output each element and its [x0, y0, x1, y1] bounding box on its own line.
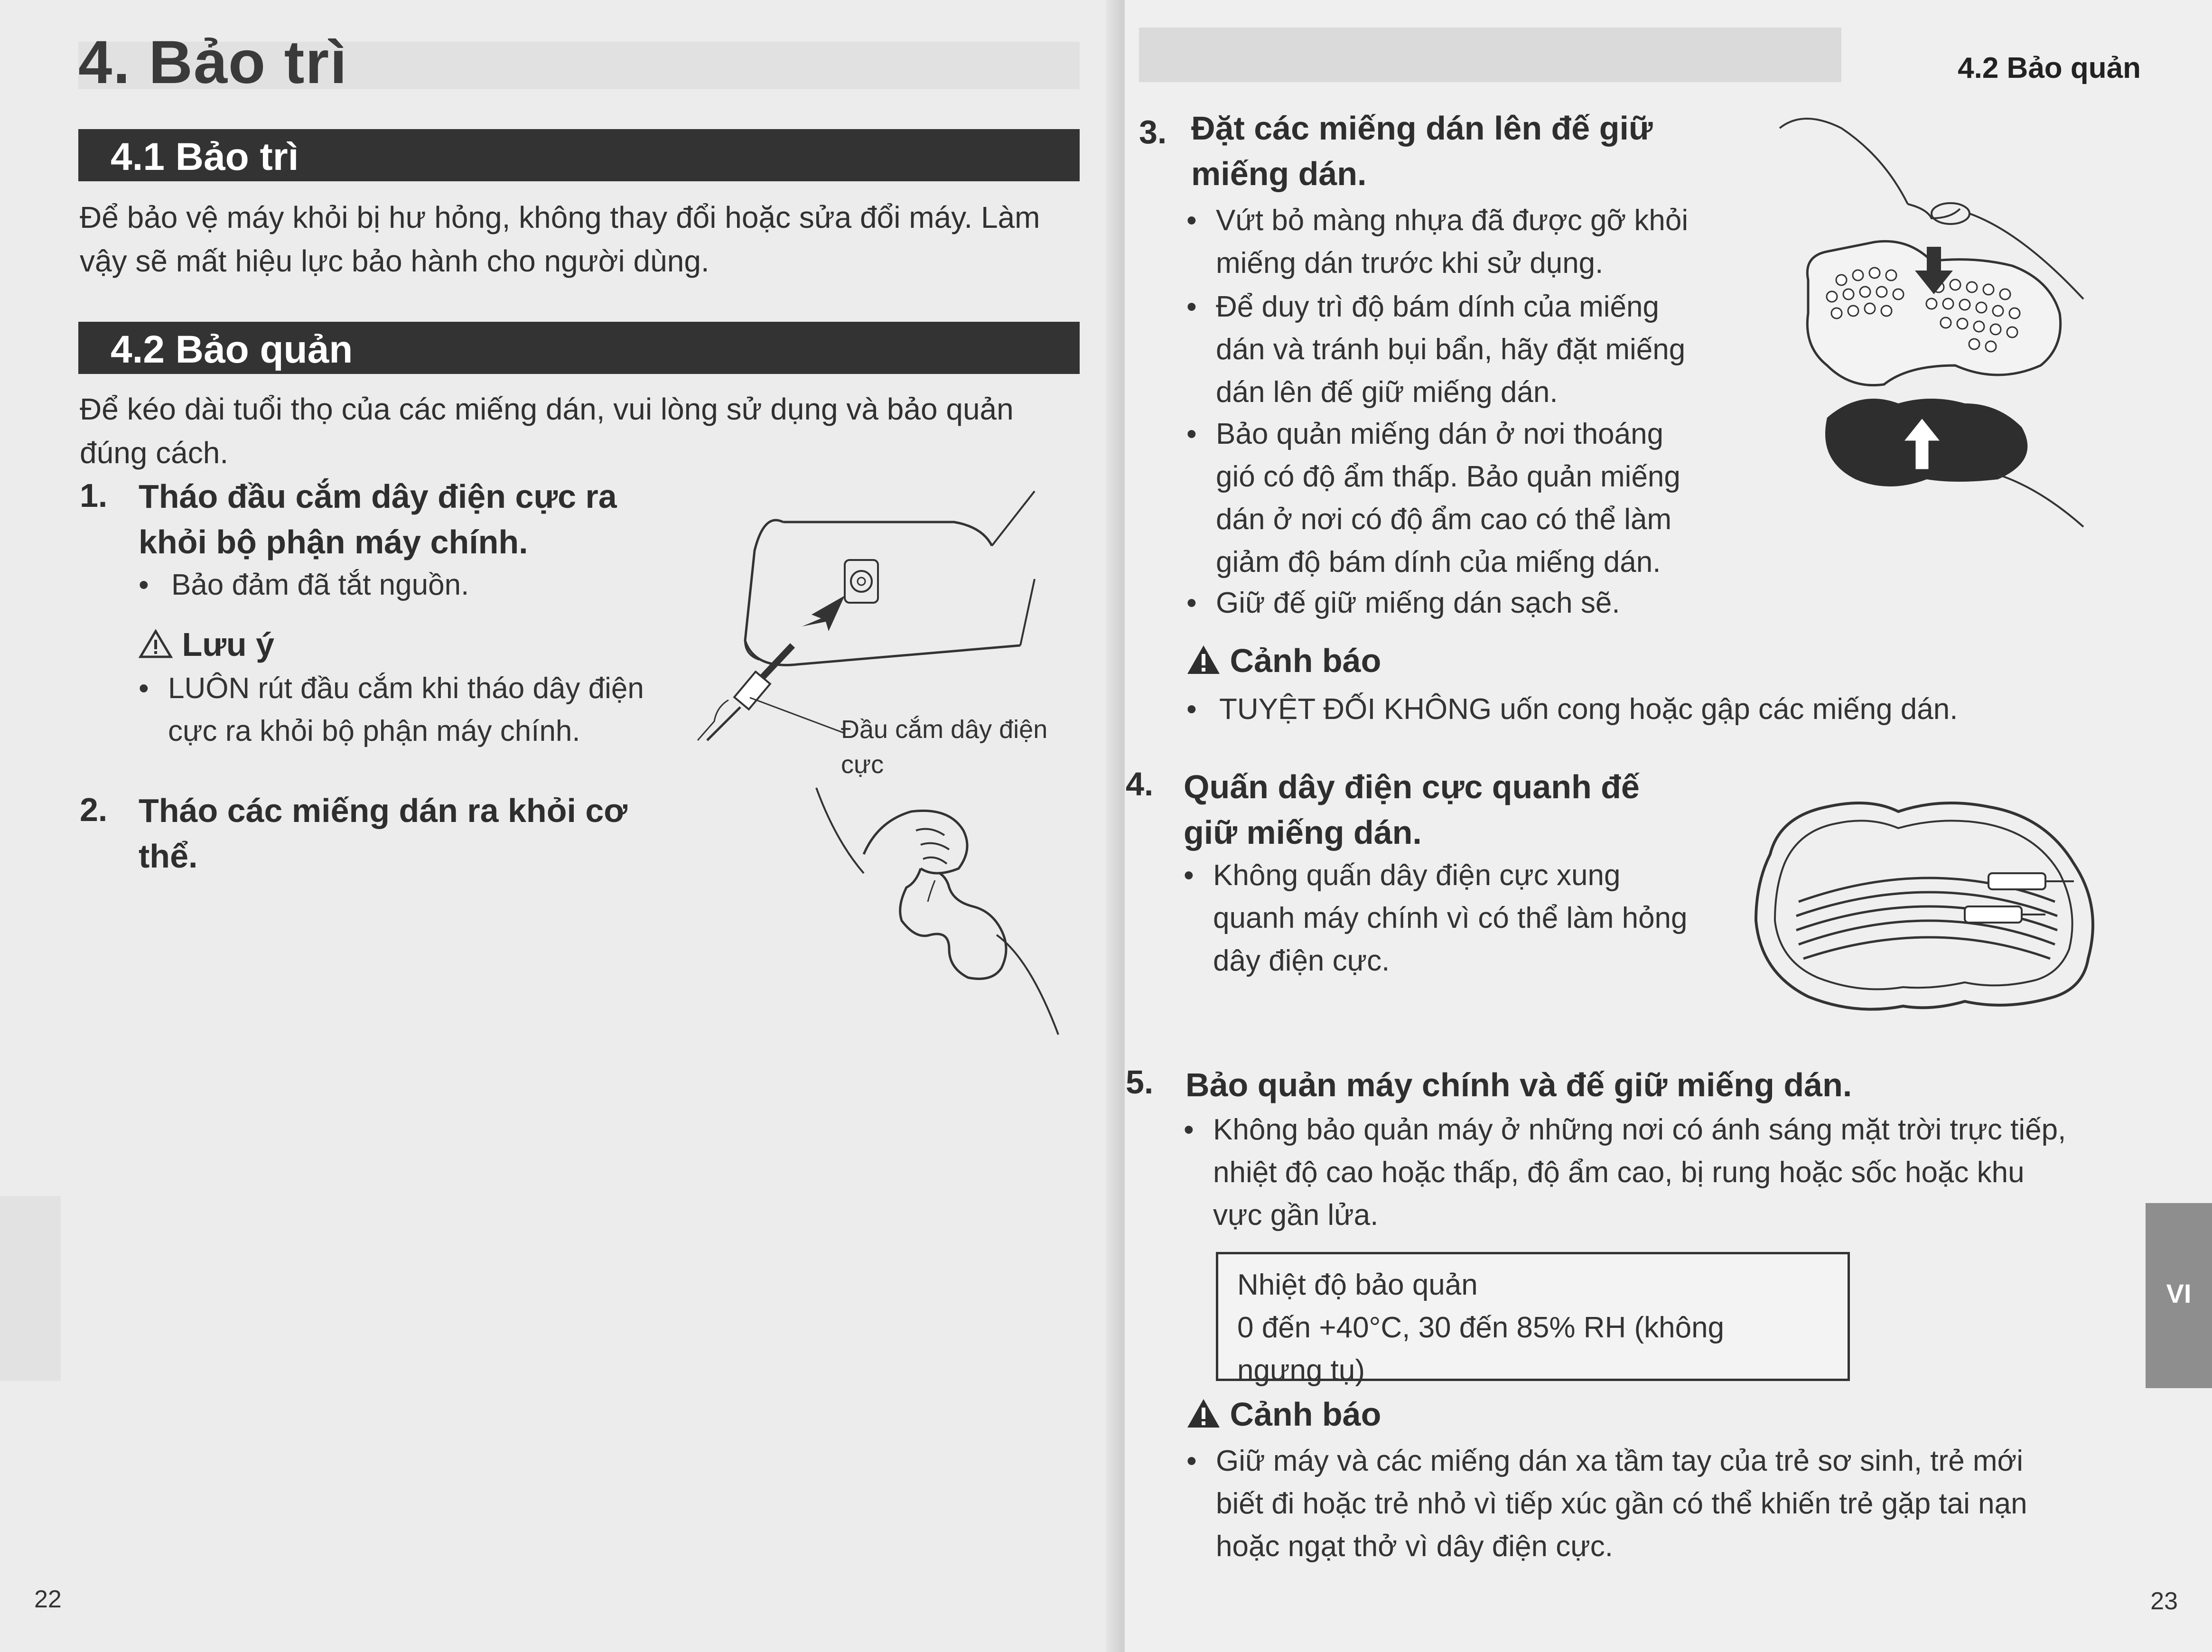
- bullet-line: dây điện cực.: [1213, 944, 1390, 977]
- step-1-bullet: [139, 564, 469, 607]
- text-line: vậy sẽ mất hiệu lực bảo hành cho người dùng.: [80, 244, 709, 278]
- right-page: [1125, 0, 2212, 1652]
- title-line: Đặt các miếng dán lên đế giữ: [1191, 110, 1653, 147]
- warning-line: Giữ máy và các miếng dán xa tầm tay của trẻ sơ sinh, trẻ mới: [1216, 1445, 2023, 1477]
- step-3-bullet-2: [1186, 286, 1685, 414]
- section-4-2-bar: 4.2 Bảo quản: [78, 322, 1080, 374]
- step-1-note-heading: [139, 625, 274, 663]
- page-number-right: 23: [2150, 1587, 2178, 1615]
- bullet-dot: •: [1184, 1113, 1194, 1146]
- step-4-title: [1184, 764, 1640, 855]
- step-3-warning-text: [1186, 688, 1958, 731]
- text-line: đúng cách.: [80, 436, 229, 470]
- warning-line: biết đi hoặc trẻ nhỏ vì tiếp xúc gần có thể khiến trẻ gặp tai nạn: [1216, 1487, 2027, 1520]
- step-3-bullet-3: [1186, 413, 1680, 584]
- note-heading-text: Lưu ý: [182, 626, 275, 663]
- bullet-line: Giữ đế giữ miếng dán sạch sẽ.: [1216, 587, 1620, 619]
- bullet-line: miếng dán trước khi sử dụng.: [1216, 247, 1604, 280]
- title-line: miếng dán.: [1191, 155, 1367, 192]
- bullet-dot: •: [139, 672, 149, 705]
- bullet-line: Để duy trì độ bám dính của miếng: [1216, 290, 1659, 323]
- step-4-number: 4.: [1126, 765, 1154, 803]
- cord-wrap-illustration: [1742, 778, 2121, 1035]
- title-line: giữ miếng dán.: [1184, 814, 1422, 851]
- step-3-bullet-1: [1186, 199, 1688, 285]
- page-number-left: 22: [34, 1586, 62, 1613]
- bullet-dot: •: [139, 569, 149, 601]
- step-1-number: 1.: [80, 477, 108, 514]
- step-2-title: [139, 788, 627, 879]
- box-line: Nhiệt độ bảo quản: [1237, 1269, 1478, 1301]
- warning-line: TUYỆT ĐỐI KHÔNG uốn cong hoặc gập các miếng dán.: [1219, 693, 1958, 726]
- language-tab: VI: [2146, 1203, 2212, 1388]
- bullet-line: Bảo quản miếng dán ở nơi thoáng: [1216, 418, 1664, 450]
- title-line: Quấn dây điện cực quanh đế: [1184, 768, 1640, 805]
- bullet-line: dán ở nơi có độ ẩm cao có thể làm: [1216, 503, 1672, 536]
- callout-line: cực: [841, 750, 884, 779]
- section-4-2-text: [80, 387, 1014, 475]
- bullet-dot: •: [1186, 693, 1197, 726]
- bullet-line: gió có độ ẩm thấp. Bảo quản miếng: [1216, 460, 1680, 493]
- warning-icon: [1186, 1398, 1221, 1428]
- step-5-number: 5.: [1126, 1064, 1154, 1101]
- step-5-warning-heading: [1186, 1395, 1381, 1433]
- title-line: thể.: [139, 838, 198, 875]
- title-line: khỏi bộ phận máy chính.: [139, 523, 528, 560]
- step-4-bullet: [1184, 854, 1688, 982]
- bullet-dot: •: [1186, 418, 1197, 450]
- bullet-dot: •: [1184, 859, 1194, 892]
- box-line: ngưng tụ): [1237, 1354, 1365, 1387]
- text-line: Để kéo dài tuổi thọ của các miếng dán, vui lòng sử dụng và bảo quản: [80, 392, 1014, 426]
- bullet-dot: •: [1186, 290, 1197, 323]
- bullet-line: giảm độ bám dính của miếng dán.: [1216, 546, 1661, 579]
- header-band: [1139, 28, 1841, 82]
- storage-conditions-box: [1216, 1252, 1850, 1387]
- step-1-note-text: [139, 667, 644, 753]
- bullet-dot: •: [1186, 1445, 1197, 1477]
- note-line: LUÔN rút đầu cắm khi tháo dây điện: [168, 672, 644, 705]
- warning-outline-icon: [139, 629, 173, 659]
- step-2-number: 2.: [80, 791, 108, 828]
- bullet-line: Không bảo quản máy ở những nơi có ánh sáng mặt trời trực tiếp,: [1213, 1113, 2066, 1146]
- connector-callout: [841, 712, 1047, 782]
- step-3-title: [1191, 105, 1653, 196]
- warning-heading-text: Cảnh báo: [1230, 1396, 1381, 1433]
- bullet-line: Vứt bỏ màng nhựa đã được gỡ khỏi: [1216, 204, 1689, 237]
- step-3-warning-heading: [1186, 642, 1381, 680]
- step-5-warning-text: [1186, 1440, 2027, 1568]
- bullet-line: vực gần lửa.: [1213, 1199, 1379, 1232]
- title-line: Tháo đầu cắm dây điện cực ra: [139, 478, 617, 515]
- bullet-text: Bảo đảm đã tắt nguồn.: [171, 569, 469, 601]
- chapter-title: 4. Bảo trì: [78, 28, 348, 96]
- bullet-line: quanh máy chính vì có thể làm hỏng: [1213, 902, 1688, 934]
- step-5-title: Bảo quản máy chính và đế giữ miếng dán.: [1185, 1066, 1852, 1103]
- text-line: Để bảo vệ máy khỏi bị hư hỏng, không thay đổi hoặc sửa đổi máy. Làm: [80, 200, 1040, 234]
- step-3-number: 3.: [1139, 113, 1167, 150]
- warning-icon: [1186, 644, 1221, 675]
- box-line: 0 đến +40°C, 30 đến 85% RH (không: [1237, 1311, 1725, 1344]
- bullet-dot: •: [1186, 204, 1197, 237]
- bullet-line: Không quấn dây điện cực xung: [1213, 859, 1621, 892]
- bullet-dot: •: [1186, 587, 1197, 619]
- warning-line: hoặc ngạt thở vì dây điện cực.: [1216, 1530, 1613, 1563]
- step-3-bullet-4: [1186, 582, 1620, 625]
- step-5-bullet: [1184, 1109, 2066, 1237]
- bullet-line: nhiệt độ cao hoặc thấp, độ ẩm cao, bị rung hoặc sốc hoặc khu: [1213, 1156, 2025, 1189]
- note-line: cực ra khỏi bộ phận máy chính.: [168, 715, 580, 747]
- bullet-line: dán lên đế giữ miếng dán.: [1216, 376, 1558, 409]
- remove-pad-illustration: [807, 778, 1092, 1044]
- section-4-1-text: [80, 196, 1040, 283]
- section-4-1-bar: 4.1 Bảo trì: [78, 129, 1080, 181]
- warning-heading-text: Cảnh báo: [1230, 642, 1381, 679]
- left-edge-tab: [0, 1196, 61, 1381]
- title-line: Tháo các miếng dán ra khỏi cơ: [139, 792, 628, 829]
- pad-holder-illustration: [1775, 100, 2183, 546]
- bullet-line: dán và tránh bụi bẩn, hãy đặt miếng: [1216, 333, 1686, 366]
- running-header: 4.2 Bảo quản: [1958, 52, 2141, 84]
- callout-line: Đầu cắm dây điện: [841, 715, 1048, 744]
- step-1-title: [139, 474, 617, 565]
